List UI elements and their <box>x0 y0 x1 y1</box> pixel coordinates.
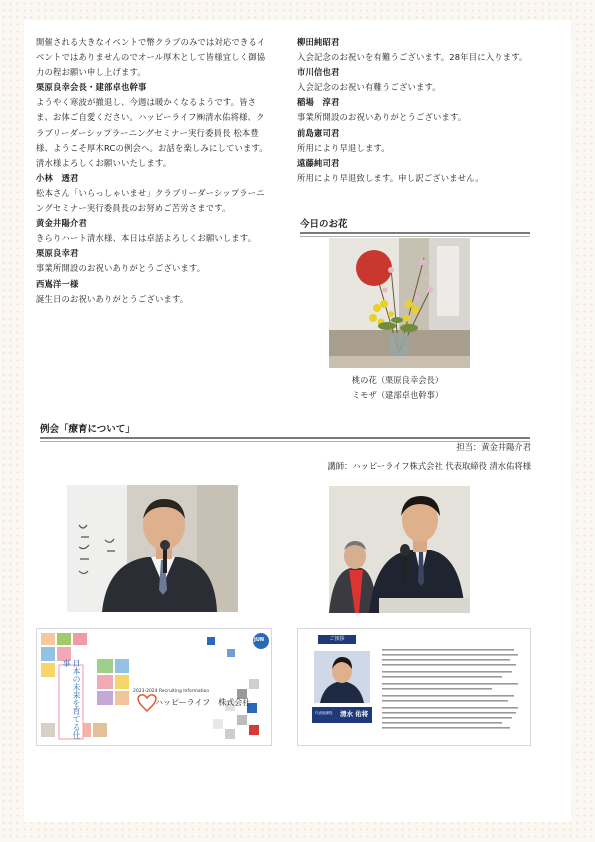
message-author: 西嶌洋一様 <box>36 278 79 289</box>
speaker-photo-right <box>329 486 470 613</box>
message-text: ようやく寒波が撤退し、今週は暖かくなるようです。皆さま、お体ご自愛ください。ハッピーライフ㈱清水佑将様、クラブリーダーシップラーニングセミナー実行委員長 松本豊様、ようこそ厚木RCの例会へ。お話を楽しみにしています。清水様よろしくお願いいたします。 <box>36 97 268 168</box>
flower-photo-illustration <box>329 238 470 368</box>
bio-title: ご挨拶 <box>318 635 356 644</box>
speaker-line: 講師：ハッピーライフ株式会社 代表取締役 清水佑将様 <box>327 461 531 471</box>
bio-document-image <box>297 628 531 746</box>
brochure-image <box>36 628 272 746</box>
heading-rule <box>40 437 530 439</box>
brochure-logo-text: JUN <box>254 637 265 643</box>
brochure-info-line: 2023-2024 Recruiting Information <box>133 689 210 694</box>
message-author: 前島憲司君 <box>297 127 340 138</box>
bio-name-big: 清水 佑将 <box>340 710 369 718</box>
brochure-company: ハッピーライフ 株式会社 <box>155 698 251 707</box>
flower-heading-text: 今日のお花 <box>300 219 348 230</box>
flower-section-heading <box>300 216 530 230</box>
flower-caption-1: 桃の花（栗原良幸会長） <box>351 375 444 385</box>
bio-text-lines <box>382 649 522 739</box>
flower-caption <box>330 373 465 403</box>
message-text: 開催される大きなイベントで幣クラブのみでは対応できるイベントではありませんのでオール厚木として皆様宜しく御協力の程お願い申し上げます。 <box>36 37 266 78</box>
speaker-photo-left <box>67 485 238 612</box>
brochure-vertical-title: 日本の未来を育てる仕事 <box>62 659 81 739</box>
message-text: 事業所開設のお祝いありがとうございます。 <box>36 263 206 274</box>
message-author: 柳田純昭君 <box>297 37 340 47</box>
lecture-section-heading <box>40 421 530 435</box>
speaker-photo-left-illustration <box>67 485 238 612</box>
message-text: 松本さん「いらっしゃいませ」クラブリーダーシップラーニングセミナー実行委員長のお努めご苦労さまです。 <box>36 187 265 214</box>
bio-portrait <box>314 651 370 703</box>
lecture-heading-text: 例会「療育について」 <box>40 424 135 435</box>
left-column <box>36 35 272 307</box>
message-text: きらりハート清水様、本日は卓話よろしくお願いします。 <box>36 233 257 244</box>
right-column <box>297 35 535 186</box>
message-text: 所用により早退します。 <box>297 142 390 153</box>
heading-rule <box>300 232 530 234</box>
speaker-photo-right-illustration <box>329 486 470 613</box>
message-text: 所用により早退致します。申し訳ございません。 <box>297 172 484 183</box>
message-author: 栗原良幸君 <box>36 248 79 259</box>
bio-name-small: 代表取締役 <box>315 711 333 715</box>
message-author: 小林 透君 <box>36 172 79 183</box>
flower-photo <box>329 238 470 368</box>
message-author: 栗原良幸会長・建部卓也幹事 <box>36 82 147 93</box>
message-text: 入会記念のお祝い有難うございます。 <box>297 82 441 93</box>
message-text: 誕生日のお祝いありがとうございます。 <box>36 293 189 304</box>
message-text: 事業所開設のお祝いありがとうございます。 <box>297 112 467 123</box>
message-author: 黄金井陽介君 <box>36 218 87 229</box>
message-text: 入会記念のお祝いを有難うございます。28年目に入ります。 <box>297 52 528 63</box>
message-author: 遠藤純司君 <box>297 157 340 168</box>
flower-caption-2: ミモザ（建部卓也幹事） <box>351 390 444 400</box>
message-author: 市川信也君 <box>297 67 340 78</box>
lecturer-line: 担当：黄金井陽介君 <box>456 442 531 452</box>
message-author: 稲場 淳君 <box>297 97 340 108</box>
heading-rule-thin <box>300 236 530 237</box>
